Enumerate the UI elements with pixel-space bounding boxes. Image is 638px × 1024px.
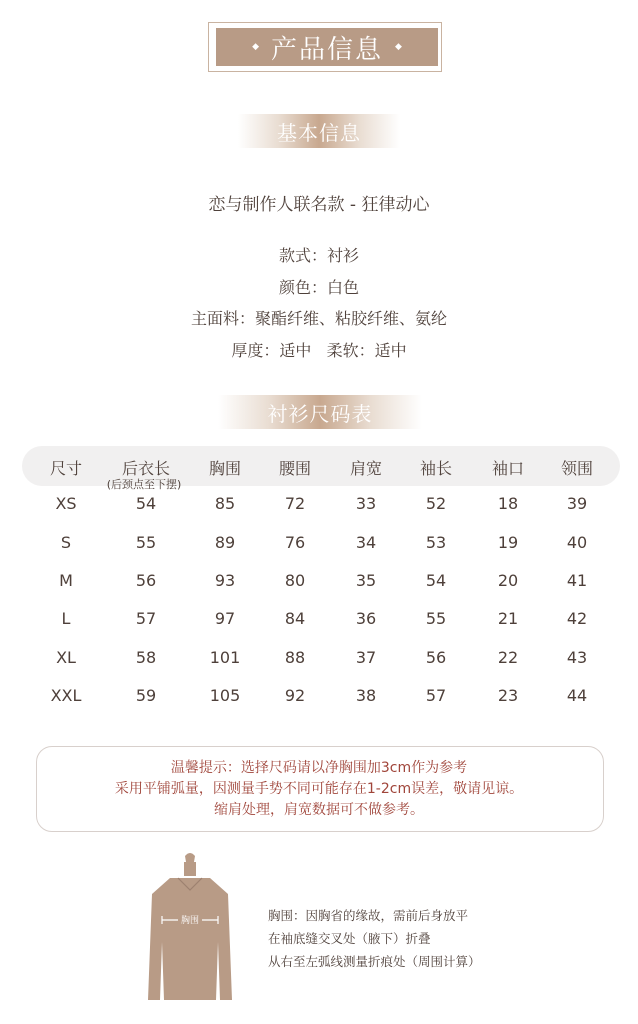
notice-line: 温馨提示：选择尺码请以净胸围加3cm作为参考: [170, 760, 468, 776]
col-header-chest: 胸围: [208, 459, 241, 478]
table-cell: 57: [425, 686, 447, 705]
col-header-size: 尺寸: [49, 459, 82, 478]
table-cell: 55: [425, 609, 447, 628]
size-label: S: [60, 533, 72, 552]
table-cell: 56: [425, 648, 447, 667]
table-cell: 84: [284, 609, 306, 628]
table-cell: 44: [566, 686, 588, 705]
table-cell: 93: [214, 571, 236, 590]
section-title: 基本信息: [277, 120, 361, 145]
table-cell: 40: [566, 533, 588, 552]
table-cell: 80: [284, 571, 306, 590]
info-line-fabric: 主面料：聚酯纤维、粘胶纤维、氨纶: [190, 309, 447, 328]
table-cell: 39: [566, 494, 588, 513]
diamond-icon: ◆: [395, 42, 402, 52]
size-label: XXL: [50, 686, 82, 705]
chest-label: 胸围: [180, 916, 200, 926]
info-line-style: 款式：衬衫: [278, 246, 359, 265]
table-cell: 53: [425, 533, 447, 552]
table-cell: 92: [284, 686, 306, 705]
table-cell: 89: [214, 533, 236, 552]
table-cell: 72: [284, 494, 306, 513]
table-cell: 56: [135, 571, 157, 590]
table-cell: 42: [566, 609, 588, 628]
col-header-shoulder: 肩宽: [349, 459, 382, 478]
page-title: 产品信息: [270, 34, 383, 65]
shirt-body: [148, 878, 232, 1000]
product-name: 恋与制作人联名款 - 狂律动心: [208, 195, 430, 215]
section-basic-info: [238, 114, 400, 148]
table-cell: 19: [497, 533, 519, 552]
table-cell: 35: [355, 571, 377, 590]
table-cell: 105: [209, 686, 241, 705]
table-cell: 59: [135, 686, 157, 705]
size-label: XL: [56, 648, 76, 667]
table-cell: 76: [284, 533, 306, 552]
table-cell: 57: [135, 609, 157, 628]
info-line-thickness: 厚度：适中 柔软：适中: [231, 340, 407, 360]
notice-line: 采用平铺弧量，因测量手势不同可能存在1-2cm误差，敬请见谅。: [114, 781, 524, 797]
table-cell: 18: [497, 494, 519, 513]
mannequin-neck: [184, 862, 196, 876]
table-cell: 21: [497, 609, 519, 628]
notice-text: [0, 758, 638, 821]
shirt-measure-illustration: [140, 850, 240, 1010]
table-cell: 58: [135, 648, 157, 667]
table-cell: 101: [209, 648, 241, 667]
table-cell: 33: [355, 494, 377, 513]
measure-line: 从右至左弧线测量折痕处（周围计算）: [268, 954, 481, 969]
table-cell: 55: [135, 533, 157, 552]
section-size-chart: [218, 395, 422, 429]
table-cell: 54: [135, 494, 157, 513]
measure-line: 在袖底缝交叉处（腋下）折叠: [268, 931, 431, 946]
col-header-length: 后衣长: [121, 459, 170, 478]
size-label: XS: [55, 494, 77, 513]
section-title: 衬衫尺码表: [267, 401, 373, 426]
table-cell: 23: [497, 686, 519, 705]
measure-instructions: [268, 904, 481, 973]
table-cell: 52: [425, 494, 447, 513]
col-header-note: (后颈点至下摆): [106, 478, 182, 491]
notice-line: 缩肩处理，肩宽数据可不做参考。: [214, 802, 424, 818]
col-header-waist: 腰围: [278, 459, 311, 478]
table-cell: 22: [497, 648, 519, 667]
table-cell: 41: [566, 571, 588, 590]
table-cell: 88: [284, 648, 306, 667]
diamond-icon: ◆: [252, 42, 259, 52]
size-label: L: [61, 609, 71, 628]
table-cell: 97: [214, 609, 236, 628]
measure-line: 胸围：因胸省的缘故，需前后身放平: [268, 908, 469, 923]
table-cell: 85: [214, 494, 236, 513]
table-cell: 34: [355, 533, 377, 552]
col-header-sleeve: 袖长: [419, 459, 452, 478]
size-label: M: [59, 571, 73, 590]
col-header-cuff: 袖口: [491, 459, 524, 478]
mannequin-head: [185, 853, 195, 862]
info-line-color: 颜色：白色: [278, 277, 359, 297]
table-cell: 37: [355, 648, 377, 667]
basic-info-list: [0, 240, 638, 366]
col-header-collar: 领围: [560, 459, 593, 478]
table-cell: 20: [497, 571, 519, 590]
header-banner: [216, 28, 438, 66]
table-cell: 54: [425, 571, 447, 590]
table-cell: 38: [355, 686, 377, 705]
table-cell: 43: [566, 648, 588, 667]
table-cell: 36: [355, 609, 377, 628]
